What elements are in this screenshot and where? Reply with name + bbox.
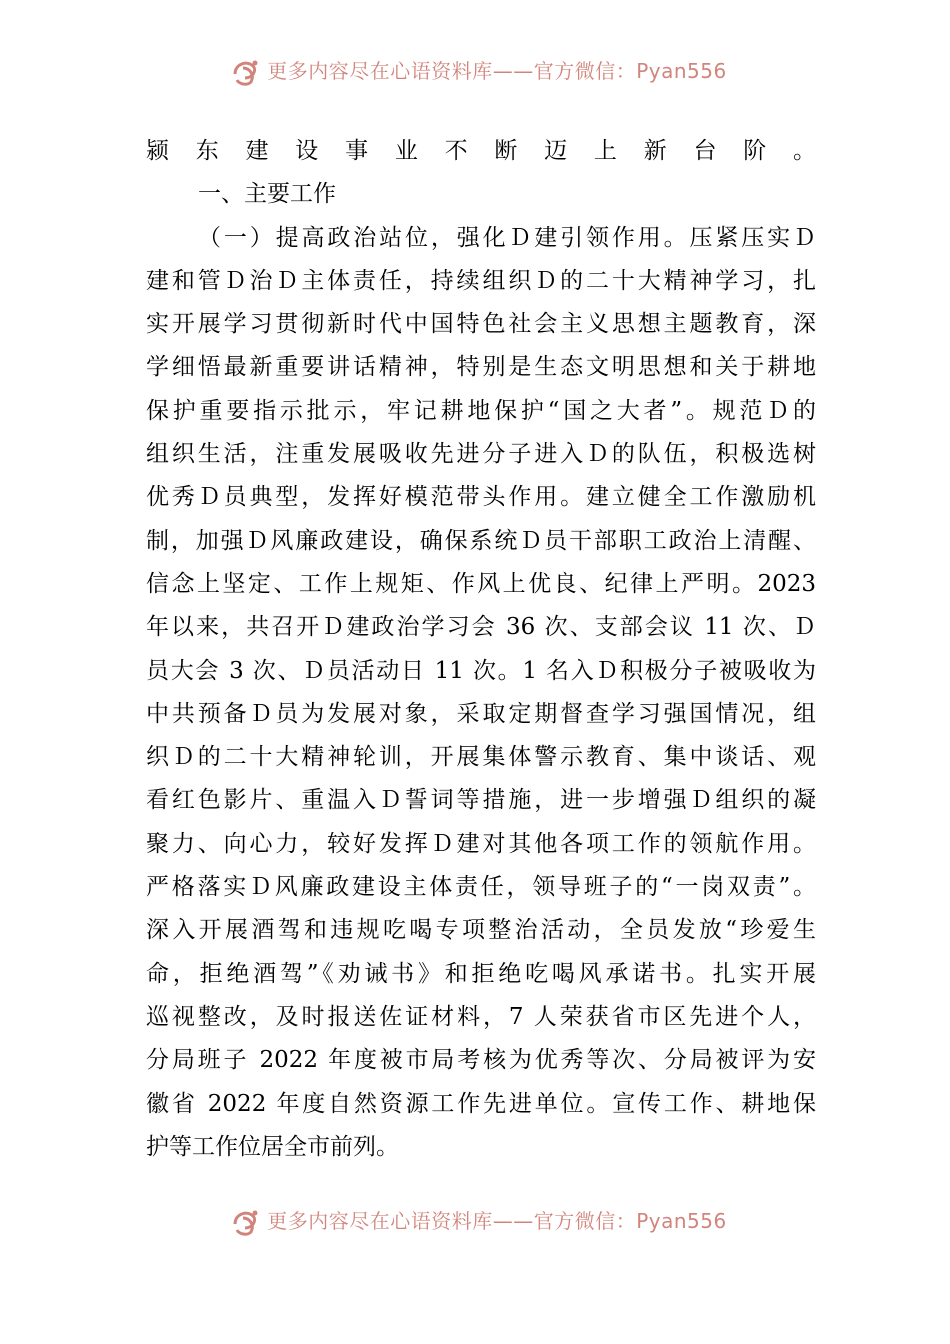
text-line: 中共预备Ｄ员为发展对象，采取定期督查学习强国情况，组: [146, 700, 816, 727]
text-line: 严格落实Ｄ风廉政建设主体责任，领导班子的“一岗双责”。: [146, 874, 816, 901]
text-line: 实开展学习贯彻新时代中国特色社会主义思想主题教育，深: [146, 311, 816, 338]
logo-icon: [229, 1206, 263, 1236]
text-line: 员大会 3 次、Ｄ员活动日 11 次。1 名入Ｄ积极分子被吸收为: [146, 657, 816, 684]
document-body: [146, 130, 816, 1169]
text-line: 信念上坚定、工作上规矩、作风上优良、纪律上严明。2023: [146, 570, 816, 597]
text-line: 优秀Ｄ员典型，发挥好模范带头作用。建立健全工作激励机: [146, 484, 816, 511]
text-line: 制，加强Ｄ风廉政建设，确保系统Ｄ员干部职工政治上清醒、: [146, 527, 816, 554]
text-line: 建和管Ｄ治Ｄ主体责任，持续组织Ｄ的二十大精神学习，扎: [146, 267, 816, 294]
text-line: 颍东建设事业不断迈上新台阶。: [146, 138, 816, 164]
watermark-group: [229, 56, 727, 86]
text-line: 护等工作位居全市前列。: [146, 1133, 399, 1160]
text-line: 看红色影片、重温入Ｄ誓词等措施，进一步增强Ｄ组织的凝: [146, 787, 816, 814]
text-line: 巡视整改，及时报送佐证材料，7 人荣获省市区先进个人，: [146, 1003, 816, 1030]
text-line: 徽省 2022 年度自然资源工作先进单位。宣传工作、耕地保: [146, 1090, 816, 1117]
text-line: （一）提高政治站位，强化Ｄ建引领作用。压紧压实Ｄ: [198, 224, 816, 251]
watermark-text: 更多内容尽在心语资料库——官方微信：Pyan556: [267, 1209, 727, 1233]
logo-icon: [229, 56, 263, 86]
text-line: 年以来，共召开Ｄ建政治学习会 36 次、支部会议 11 次、Ｄ: [146, 614, 816, 641]
section-heading: 一、主要工作: [198, 181, 336, 208]
text-line: 织Ｄ的二十大精神轮训，开展集体警示教育、集中谈话、观: [146, 744, 816, 771]
footer-watermark: [0, 1204, 950, 1238]
text-line: 命，拒绝酒驾”《劝诫书》和拒绝吃喝风承诺书。扎实开展: [146, 960, 816, 987]
text-line: 分局班子 2022 年度被市局考核为优秀等次、分局被评为安: [146, 1047, 816, 1074]
watermark-text: 更多内容尽在心语资料库——官方微信：Pyan556: [267, 59, 727, 83]
watermark-group: [229, 1206, 727, 1236]
text-line: 聚力、向心力，较好发挥Ｄ建对其他各项工作的领航作用。: [146, 830, 816, 857]
text-line: 学细悟最新重要讲话精神，特别是生态文明思想和关于耕地: [146, 354, 816, 381]
header-watermark: [0, 54, 950, 88]
text-line: 组织生活，注重发展吸收先进分子进入Ｄ的队伍，积极选树: [146, 441, 816, 468]
text-line: 深入开展酒驾和违规吃喝专项整治活动，全员发放“珍爱生: [146, 917, 816, 944]
text-line: 保护重要指示批示，牢记耕地保护“国之大者”。规范Ｄ的: [146, 397, 816, 424]
